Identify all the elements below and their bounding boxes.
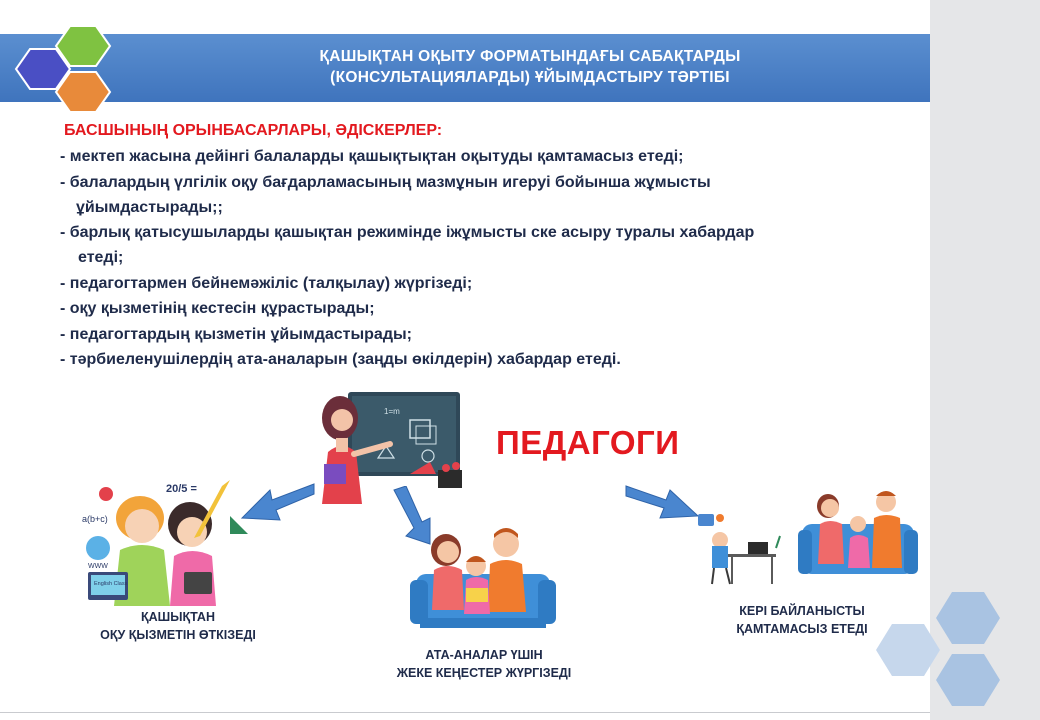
right-caption-line-2: ҚАМТАМАСЫЗ ЕТЕДІ: [736, 622, 868, 636]
left-caption-line-2: ОҚУ ҚЫЗМЕТІН ӨТКІЗЕДІ: [100, 628, 256, 642]
www-text: WWW: [88, 563, 108, 570]
duty-line-1: - мектеп жасына дейінгі балаларды қашықтықтан оқытуды қамтамасыз етеді;: [60, 148, 684, 165]
duty-line-8: - педагогтардың қызметін ұйымдастырады;: [60, 326, 412, 343]
book-text: English Class: [94, 581, 128, 587]
board-text: 1=m: [384, 407, 400, 416]
family-on-sofa-illustration: [410, 522, 556, 632]
middle-caption-line-2: ЖЕКЕ КЕҢЕСТЕР ЖҮРГІЗЕДІ: [396, 666, 572, 680]
duty-line-3: ұйымдастырады;;: [76, 199, 223, 216]
duty-line-2: - балалардың үлгілік оқу бағдарламасының мазмұнын игеруі бойынша жұмысты: [60, 174, 711, 191]
duty-line-4: - барлық қатысушыларды қашықтан режимінде іжұмысты ске асыру туралы хабардар: [60, 224, 755, 241]
duty-line-7: - оқу қызметінің кестесін құрастырады;: [60, 300, 375, 317]
left-caption-line-1: ҚАШЫҚТАН: [141, 610, 215, 624]
title-line-1: ҚАШЫҚТАН ОҚЫТУ ФОРМАТЫНДАҒЫ САБАҚТАРДЫ: [319, 48, 741, 65]
hexagon-logo-icon: [12, 22, 122, 114]
left-caption: [68, 608, 288, 644]
middle-caption-line-1: АТА-АНАЛАР ҮШІН: [425, 648, 543, 662]
duty-line-6: - педагогтармен бейнемәжіліс (талқылау) жүргізеді;: [60, 275, 473, 292]
decorative-hexagons-icon: [876, 588, 1008, 712]
abc-text: a(b+c): [82, 514, 108, 524]
video-call-family-illustration: [692, 488, 922, 588]
kids-learning-illustration: [80, 476, 255, 606]
fraction-text: 20/5 =: [166, 483, 197, 495]
pedagogues-title: ПЕДАГОГИ: [496, 424, 680, 461]
arrow-right-icon: [624, 478, 700, 524]
right-caption-line-1: КЕРІ БАЙЛАНЫСТЫ: [739, 604, 865, 618]
duty-line-5: етеді;: [78, 249, 124, 266]
page-title: [170, 46, 890, 88]
title-line-2: (КОНСУЛЬТАЦИЯЛАРДЫ) ҰЙЫМДАСТЫРУ ТӘРТІБІ: [330, 69, 730, 86]
bottom-divider: [0, 712, 930, 713]
role-heading: БАСШЫНЫҢ ОРЫНБАСАРЛАРЫ, ӘДІСКЕРЛЕР:: [64, 122, 443, 139]
duty-line-9: - тәрбиеленушілердің ата-аналарын (заңды өкілдерін) хабардар етеді.: [60, 351, 621, 368]
middle-caption: [360, 646, 608, 682]
